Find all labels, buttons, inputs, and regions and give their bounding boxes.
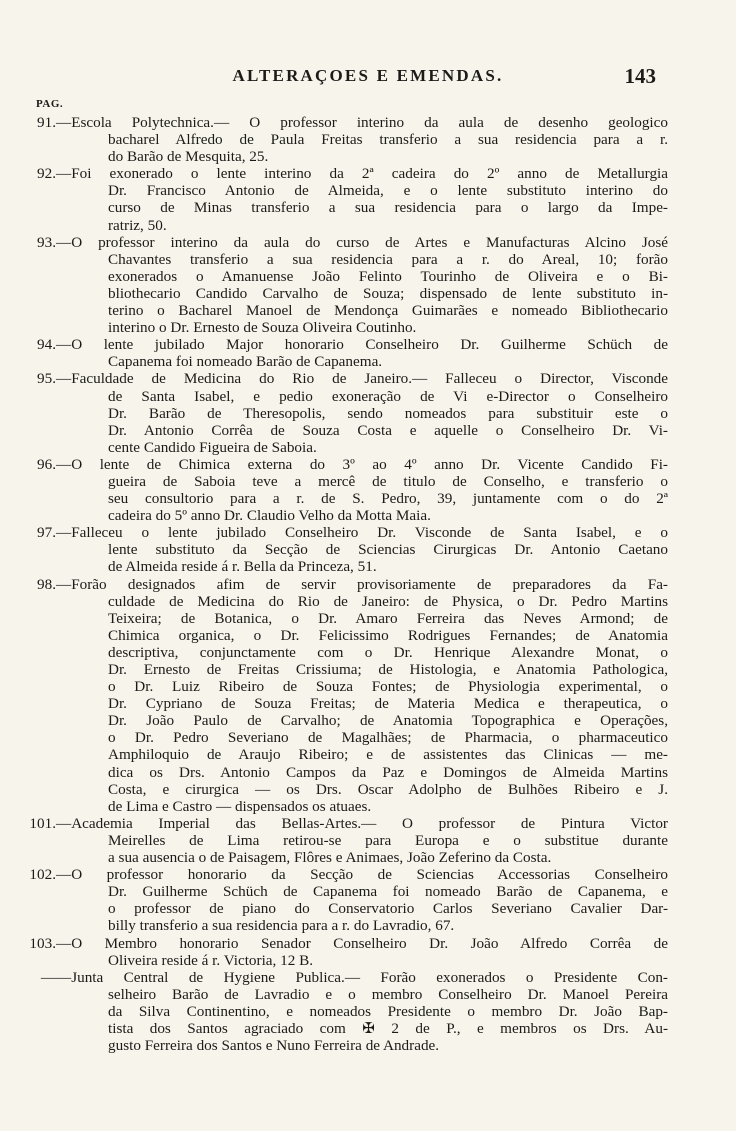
entry-text-line: Dr. Ernesto de Freitas Crissiuma; de Histologia, e Anatomia Pathologica, [108,661,668,678]
entry-text-line: descriptiva, conjunctamente com o Dr. Henrique Alexandre Monat, o [108,643,668,661]
entry-text-line: do Barão de Mesquita, 25. [108,148,269,166]
entry [0,165,736,233]
entry-number: 93. [37,233,56,251]
entry [0,866,736,934]
entry-text-line: o Dr. Luiz Ribeiro de Souza Fontes; de Physiologia experimental, o [108,678,668,696]
entry [0,234,736,337]
entry-text-line: terino o Bacharel Manoel de Mendonça Guimarães e nomeado Bibliothecario [108,302,668,320]
entry-number: 96. [37,455,56,473]
entry-text-line: Oliveira reside á r. Victoria, 12 B. [108,951,314,969]
entry-text-line: billy transferio a sua residencia para a r. do Lavradio, 67. [108,917,455,935]
entry-text-line: Meirelles de Lima retirou-se para Europa e o substitue durante [108,831,668,849]
entry-text-line: Dr. Antonio Corrêa de Souza Costa e aquelle o Conselheiro Dr. Vi- [108,421,668,439]
entry-text-line: interino o Dr. Ernesto de Souza Oliveira Coutinho. [108,319,417,337]
entry-text-line: culdade de Medicina do Rio de Janeiro: de Physica, o Dr. Pedro Martins [108,592,668,610]
page-number: 143 [624,64,656,88]
entry-text-line: Amphiloquio de Araujo Ribeiro; e de assistentes das Clinicas — me- [108,746,668,764]
entry-text-line: gusto Ferreira dos Santos e Nuno Ferreira de Andrade. [108,1037,440,1055]
entry-text-line: seu consultorio para a r. de S. Pedro, 39, juntamente com o do 2ª [108,490,668,508]
entry-text-line: —O lente jubilado Major honorario Conselheiro Dr. Guilherme Schüch de [56,336,668,354]
entry-text-line: Dr. Cypriano de Souza Freitas; de Materia Medica e therapeutica, o [108,695,668,713]
entry-text-line: Teixeira; de Botanica, o Dr. Amaro Ferreira das Neves Armond; de [108,609,668,627]
entry-text-line: —Foi exonerado o lente interino da 2ª cadeira do 2º anno de Metallurgia [56,165,668,183]
running-title: ALTERAÇOES E EMENDAS. [232,66,504,85]
entry-text-line: o professor de piano do Conservatorio Carlos Severiano Cavalier Dar- [108,900,668,918]
entry-number: 98. [37,575,56,593]
entry-text-line: —O professor interino da aula do curso de Artes e Manufacturas Alcino José [56,233,668,251]
entry-text-line: Dr. Guilherme Schüch de Capanema foi nomeado Barão de Capanema, e [108,883,668,901]
entry-text-line: —O professor honorario da Secção de Sciencias Accessorias Conselheiro [56,866,668,884]
entry-number: 101. [29,814,56,832]
entry-text-line: bliothecario Candido Carvalho de Souza; dispensado de lente substituto in- [108,284,668,302]
entry-text-line: —O lente de Chimica externa do 3º ao 4º anno Dr. Vicente Candido Fi- [56,455,668,473]
entry-number: — [40,968,56,986]
entry-text-line: bacharel Alfredo de Paula Freitas transferio a sua residencia para a r. [108,131,668,149]
entry-text-line: —Falleceu o lente jubilado Conselheiro Dr. Visconde de Santa Isabel, e o [56,524,668,542]
entry [0,456,736,524]
entry [0,370,736,455]
entries-list [0,114,736,1054]
entry-number: 92. [37,165,56,183]
entry-number: 95. [37,370,56,388]
entry [0,524,736,575]
entry-text-line: de Almeida reside á r. Bella da Princeza, 51. [108,558,377,576]
entry-text-line: de Santa Isabel, e pedio exoneração de Vi e-Director o Conselheiro [108,387,668,405]
entry [0,815,736,866]
entry-number: 97. [37,524,56,542]
entry-text-line: tista dos Santos agraciado com ✠ 2 de P., e membros os Drs. Au- [108,1019,668,1037]
entry-text-line: selheiro Barão de Lavradio e o membro Conselheiro Dr. Manoel Pereira [108,985,668,1003]
entry-text-line: lente substituto da Secção de Sciencias Cirurgicas Dr. Antonio Caetano [108,541,668,559]
entry-text-line: Chimica organica, o Dr. Felicissimo Rodrigues Fernandes; de Anatomia [108,626,668,644]
entry [0,576,736,815]
entry-text-line: —O Membro honorario Senador Conselheiro Dr. João Alfredo Corrêa de [56,934,668,952]
entry-number: 91. [37,114,56,131]
entry [0,114,736,165]
entry-text-line: cadeira do 5º anno Dr. Claudio Velho da Motta Maia. [108,507,431,525]
entry [0,969,736,1054]
entry-text-line: ratriz, 50. [108,216,167,234]
entry-text-line: exonerados o Amanuense João Felinto Tourinho de Oliveira e o Bi- [108,267,668,285]
entry-text-line: a sua ausencia o de Paisagem, Flôres e Animaes, João Zeferino da Costa. [108,849,552,867]
page-header [0,66,736,92]
entry-text-line: Dr. João Paulo de Carvalho; de Anatomia Topographica e Operações, [108,712,668,730]
entry [0,935,736,969]
entry-text-line: —Escola Polytechnica.— O professor interino da aula de desenho geologico [56,114,668,131]
entry-text-line: Dr. Barão de Theresopolis, sendo nomeados para substituir este o [108,404,668,422]
entry-text-line: —Academia Imperial das Bellas-Artes.— O professor de Pintura Victor [56,814,668,832]
entry-number: 94. [37,336,56,354]
entry-text-line: Dr. Francisco Antonio de Almeida, e o lente substituto interino do [108,182,668,200]
entry-text-line: cente Candido Figueira de Saboia. [108,438,317,456]
entry-text-line: gueira de Saboia teve a mercê de titulo de Conselho, e transferio o [108,472,668,490]
entry-text-line: Capanema foi nomeado Barão de Capanema. [108,353,383,371]
entry [0,336,736,370]
entry-text-line: —Faculdade de Medicina do Rio de Janeiro.— Falleceu o Director, Visconde [56,370,668,388]
entry-text-line: de Lima e Castro — dispensados os atuaes. [108,797,372,815]
entry-text-line: —Forão designados afim de servir provisoriamente de preparadores da Fa- [56,575,668,593]
entry-text-line: Costa, e cirurgica — os Drs. Oscar Adolpho de Bulhões Ribeiro e J. [108,780,668,798]
entry-text-line: curso de Minas transferio a sua residencia para o largo da Impe- [108,199,668,217]
entry-text-line: Chavantes transferio a sua residencia para a r. do Areal, 10; forão [108,250,668,268]
entry-text-line: da Silva Continentino, e nomeados Presidente o membro Dr. João Bap- [108,1002,668,1020]
entry-text-line: —Junta Central de Hygiene Publica.— Forão exonerados o Presidente Con- [56,968,668,986]
entry-number: 103. [29,934,56,952]
column-abbreviation: PAG. [36,98,64,110]
entry-text-line: o Dr. Pedro Severiano de Magalhães; de Pharmacia, o pharmaceutico [108,729,668,747]
entry-number: 102. [29,866,56,884]
entry-text-line: dica os Drs. Antonio Campos da Paz e Domingos de Almeida Martins [108,763,668,781]
